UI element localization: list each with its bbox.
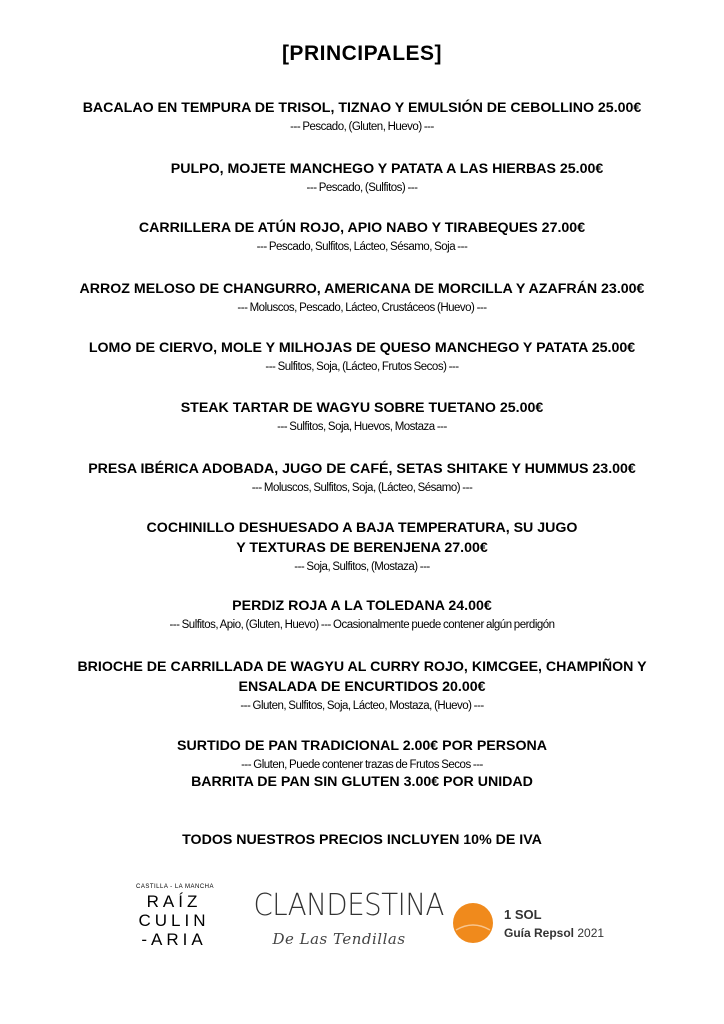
raiz-row3: -ARIA xyxy=(141,930,207,949)
dish-item xyxy=(20,99,704,135)
dish-allergens: --- Moluscos, Pescado, Lácteo, Crustáceos (Huevo) --- xyxy=(237,302,487,314)
clandestina-sub: De Las Tendillas xyxy=(272,930,406,948)
dish-name-line2: Y TEXTURAS DE BERENJENA 27.00€ xyxy=(236,540,488,556)
dish-item xyxy=(20,280,704,316)
raiz-row1: RAÍZ xyxy=(146,892,202,911)
iva-note: TODOS NUESTROS PRECIOS INCLUYEN 10% DE IVA xyxy=(182,832,542,848)
dish-allergens: --- Pescado, (Gluten, Huevo) --- xyxy=(290,121,434,133)
dish-name: PRESA IBÉRICA ADOBADA, JUGO DE CAFÉ, SETAS SHITAKE Y HUMMUS 23.00€ xyxy=(88,461,636,477)
raiz-region: CASTILLA - LA MANCHA xyxy=(136,884,215,890)
dish-name: PULPO, MOJETE MANCHEGO Y PATATA A LAS HIERBAS 25.00€ xyxy=(170,161,604,177)
raiz-culinaria-logo xyxy=(136,884,215,954)
dish-name: CARRILLERA DE ATÚN ROJO, APIO NABO Y TIRABEQUES 27.00€ xyxy=(138,220,586,236)
raiz-row2: CULIN xyxy=(138,911,210,930)
sun-icon xyxy=(452,902,494,944)
dish-allergens: --- Sulfitos, Apio, (Gluten, Huevo) --- Ocasionalmente puede contener algún perdigón xyxy=(169,619,555,631)
dish-name-line2: ENSALADA DE ENCURTIDOS 20.00€ xyxy=(238,679,486,695)
repsol-year: 2021 xyxy=(577,926,605,940)
dish-allergens: --- Sulfitos, Soja, (Lácteo, Frutos Secos) --- xyxy=(265,361,459,373)
dish-allergens: --- Gluten, Sulfitos, Soja, Lácteo, Mostaza, (Huevo) --- xyxy=(240,700,484,712)
dish-item xyxy=(20,658,704,714)
bread-name: SURTIDO DE PAN TRADICIONAL 2.00€ POR PERSONA xyxy=(177,738,547,754)
dish-item xyxy=(20,460,704,496)
dish-name: PERDIZ ROJA A LA TOLEDANA 24.00€ xyxy=(232,598,492,614)
dish-allergens: --- Soja, Sulfitos, (Mostaza) --- xyxy=(294,561,430,573)
repsol-guide xyxy=(504,926,604,940)
dish-item xyxy=(20,399,704,435)
dish-allergens: --- Pescado, (Sulfitos) --- xyxy=(306,182,418,194)
dish-name: COCHINILLO DESHUESADO A BAJA TEMPERATURA, SU JUGO xyxy=(146,520,578,536)
repsol-brand: Guía Repsol xyxy=(504,926,575,940)
dish-allergens: --- Pescado, Sulfitos, Lácteo, Sésamo, Soja --- xyxy=(256,241,468,253)
dish-name: STEAK TARTAR DE WAGYU SOBRE TUETANO 25.00€ xyxy=(180,400,544,416)
clandestina-logo xyxy=(246,886,444,964)
bread-allergens: --- Gluten, Puede contener trazas de Frutos Secos --- xyxy=(241,759,483,771)
dish-name: BRIOCHE DE CARRILLADA DE WAGYU AL CURRY ROJO, KIMCGEE, CHAMPIÑON Y xyxy=(77,659,647,675)
dish-name: ARROZ MELOSO DE CHANGURRO, AMERICANA DE MORCILLA Y AZAFRÁN 23.00€ xyxy=(79,281,645,297)
dish-item xyxy=(20,339,704,375)
clandestina-name: CLANDESTINA xyxy=(253,888,444,923)
page-title: [PRINCIPALES] xyxy=(281,42,443,65)
dish-item xyxy=(20,519,704,575)
gluten-free-bread: BARRITA DE PAN SIN GLUTEN 3.00€ POR UNIDAD xyxy=(191,774,533,790)
dish-item xyxy=(20,160,704,196)
repsol-logo xyxy=(450,898,640,948)
dish-allergens: --- Moluscos, Sulfitos, Soja, (Lácteo, Sésamo) --- xyxy=(251,482,473,494)
repsol-sol: 1 SOL xyxy=(504,907,542,922)
dish-name: BACALAO EN TEMPURA DE TRISOL, TIZNAO Y EMULSIÓN DE CEBOLLINO 25.00€ xyxy=(82,100,642,116)
bread-item xyxy=(20,737,704,791)
dish-item xyxy=(20,219,704,255)
dish-allergens: --- Sulfitos, Soja, Huevos, Mostaza --- xyxy=(277,421,447,433)
dish-name: LOMO DE CIERVO, MOLE Y MILHOJAS DE QUESO MANCHEGO Y PATATA 25.00€ xyxy=(88,340,636,356)
dish-item xyxy=(20,597,704,633)
